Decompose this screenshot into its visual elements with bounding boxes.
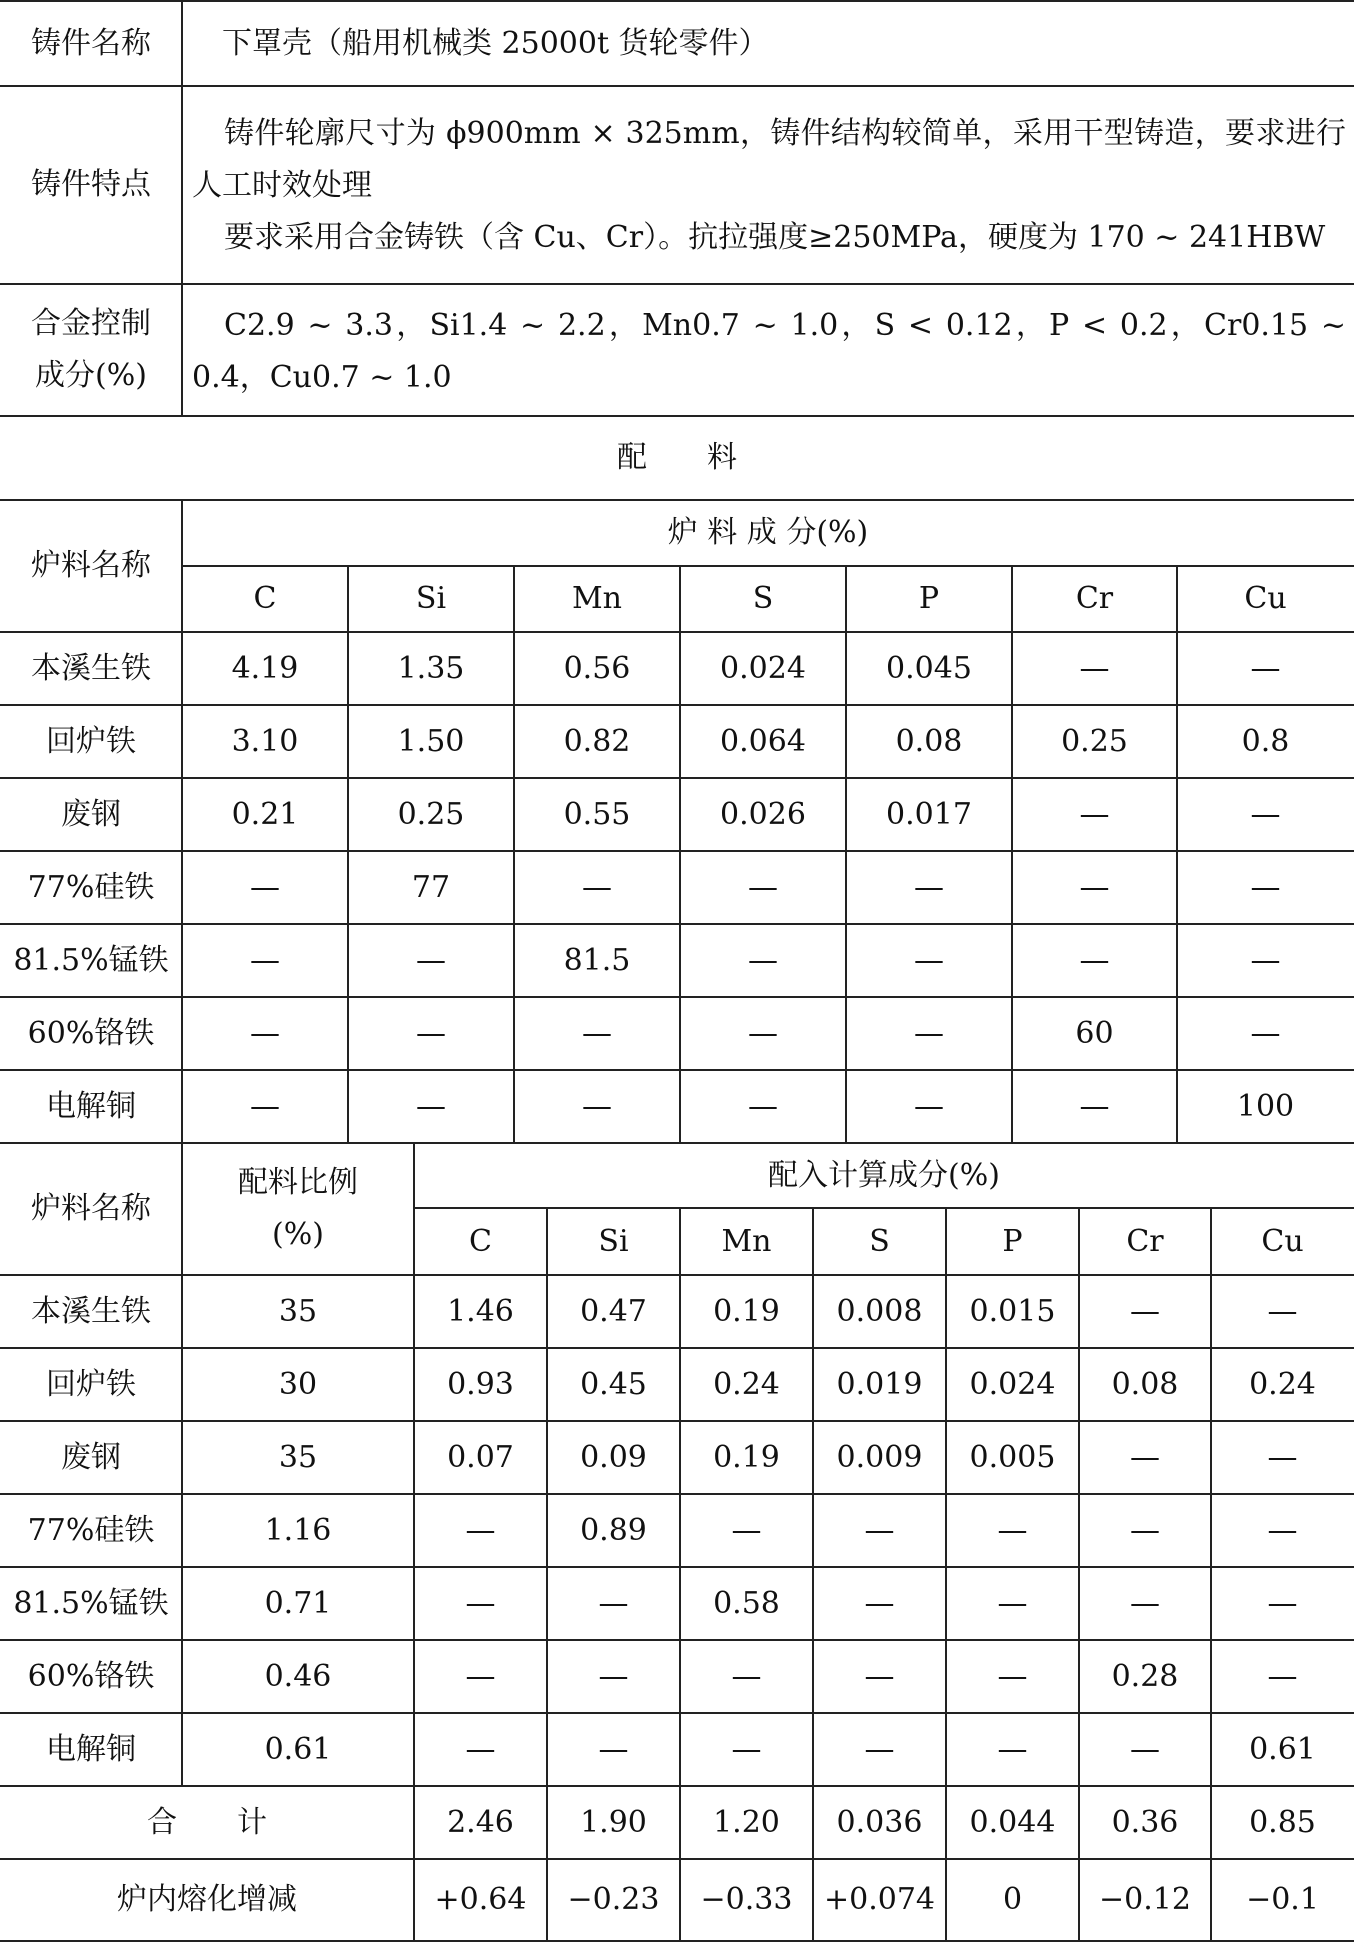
table2-cell: —	[997, 1585, 1028, 1621]
table1-cell: —	[1250, 650, 1281, 686]
table2-cell: —	[997, 1512, 1028, 1548]
table1-cell: —	[582, 1015, 612, 1051]
table2-element-header: C	[469, 1223, 492, 1259]
table2-total-cell: 0.36	[1111, 1804, 1179, 1840]
table2-cell: —	[1130, 1439, 1160, 1475]
table2-cell: —	[731, 1512, 762, 1548]
table2-cell: 0.28	[1111, 1658, 1179, 1694]
table1-row-name: 81.5%锰铁	[13, 942, 169, 978]
table1-cell: —	[748, 1015, 778, 1051]
table1-cell: —	[250, 869, 280, 905]
section-title: 配 料	[617, 440, 737, 475]
table1-cell: —	[748, 1088, 778, 1124]
table1-cell: 4.19	[231, 650, 299, 686]
table1-name-header: 炉料名称	[31, 548, 151, 583]
table2-cell: —	[997, 1731, 1028, 1767]
ratio-header-line-1: 配料比例	[238, 1165, 358, 1200]
table2-total-cell: 1.90	[580, 1804, 647, 1840]
table1-cell: —	[1079, 942, 1110, 978]
table2-row-ratio: 0.61	[264, 1731, 332, 1767]
table2-change-cell: +0.074	[823, 1882, 936, 1917]
feature-line-2: 要求采用合金铸铁（含 Cu、Cr）。抗拉强度≥250MPa，硬度为 170 ~ 241HBW	[224, 220, 1326, 255]
table1-cell: —	[1250, 1015, 1281, 1051]
table1-cell: 0.08	[895, 723, 963, 759]
table1-element-header: Mn	[571, 581, 623, 616]
table1-cell: —	[1079, 1088, 1110, 1124]
table2-total-cell: 0.036	[836, 1804, 923, 1840]
alloy-label-line-2: 成分(%)	[35, 358, 147, 393]
table2-cell: —	[465, 1512, 496, 1548]
table1-cell: —	[250, 942, 280, 978]
table2-total-cell: 0.044	[969, 1804, 1056, 1840]
table1-cell: —	[914, 942, 944, 978]
table2-cell: —	[1130, 1512, 1160, 1548]
table1-cell: —	[1079, 796, 1110, 832]
table2-cell: 0.09	[580, 1439, 647, 1475]
table1-element-header: Cu	[1244, 581, 1287, 616]
table2-total-cell: 1.20	[713, 1804, 780, 1840]
table1-cell: —	[748, 869, 778, 905]
table1-cell: 0.25	[1061, 723, 1128, 759]
table1-cell: 0.026	[720, 796, 806, 832]
table2-cell: —	[1267, 1512, 1298, 1548]
casting-name-label: 铸件名称	[31, 25, 151, 61]
table1-cell: —	[1079, 869, 1110, 905]
casting-feature-text	[192, 108, 1346, 264]
table1-cell: —	[582, 1088, 612, 1124]
table1-cell: 0.024	[720, 650, 806, 686]
table1-element-header: P	[918, 581, 940, 616]
table1-cell: 77	[411, 869, 451, 905]
table2-cell: —	[731, 1731, 762, 1767]
table2-cell: 0.45	[580, 1366, 647, 1402]
table2-cell: 0.07	[447, 1439, 514, 1475]
table1-row-name: 电解铜	[46, 1088, 136, 1124]
table1-element-header: C	[253, 581, 277, 616]
table1-cell: —	[250, 1088, 280, 1124]
table2-row-name: 回炉铁	[46, 1366, 136, 1402]
rule-horizontal	[0, 283, 1354, 285]
table1-cell: 0.045	[886, 650, 972, 686]
table2-cell: 0.61	[1249, 1731, 1316, 1767]
table1-element-header: Si	[415, 581, 447, 616]
table1-element-header: S	[752, 581, 774, 616]
table2-cell: —	[1130, 1293, 1160, 1329]
table2-cell: 0.015	[969, 1293, 1056, 1329]
table2-change-cell: −0.23	[567, 1882, 660, 1917]
table2-element-header: P	[1002, 1223, 1023, 1259]
table1-cell: —	[1079, 650, 1110, 686]
table2-ratio-header	[182, 1143, 414, 1275]
table2-row-ratio: 0.46	[264, 1658, 332, 1694]
table2-row-name: 废钢	[61, 1439, 121, 1475]
table2-cell: —	[1130, 1731, 1160, 1767]
table1-cell: 60	[1075, 1015, 1114, 1051]
table2-cell: —	[864, 1658, 895, 1694]
table2-cell: —	[465, 1658, 496, 1694]
table2-cell: —	[864, 1512, 895, 1548]
table2-cell: 0.24	[713, 1366, 780, 1402]
table2-row-ratio: 30	[278, 1366, 318, 1402]
table1-row-name: 废钢	[61, 796, 121, 832]
alloy-label-line-1: 合金控制	[31, 306, 151, 341]
table2-cell: 0.47	[580, 1293, 647, 1329]
table1-cell: 0.55	[563, 796, 631, 832]
alloy-composition-label	[0, 284, 182, 416]
table1-cell: 0.25	[397, 796, 465, 832]
table2-row-name: 77%硅铁	[27, 1512, 155, 1548]
table2-cell: 0.19	[713, 1293, 780, 1329]
table1-element-header: Cr	[1075, 581, 1114, 616]
table2-cell: —	[1267, 1585, 1298, 1621]
table1-cell: 0.21	[231, 796, 299, 832]
table1-row-name: 本溪生铁	[31, 650, 151, 686]
table2-change-cell: +0.64	[434, 1882, 527, 1917]
table2-element-header: S	[869, 1223, 890, 1259]
table1-cell: —	[914, 869, 944, 905]
table2-total-cell: 0.85	[1249, 1804, 1316, 1840]
table1-cell: 0.56	[563, 650, 631, 686]
table2-cell: —	[731, 1658, 762, 1694]
alloy-value-text: C2.9 ~ 3.3，Si1.4 ~ 2.2，Mn0.7 ~ 1.0，S < 0.12，P < 0.2，Cr0.15 ~ 0.4，Cu0.7 ~ 1.0	[192, 308, 1346, 395]
alloy-composition-value	[192, 300, 1346, 404]
table1-cell: 100	[1236, 1088, 1295, 1124]
table1-cell: 0.017	[886, 796, 972, 832]
table1-cell: —	[416, 1088, 446, 1124]
table2-change-cell: −0.1	[1246, 1882, 1319, 1917]
table2-cell: 0.93	[447, 1366, 514, 1402]
table1-cell: —	[914, 1015, 944, 1051]
feature-line-1: 铸件轮廓尺寸为 ϕ900mm × 325mm，铸件结构较简单，采用干型铸造，要求进行人工时效处理	[192, 116, 1346, 203]
table1-row-name: 回炉铁	[46, 723, 136, 759]
table2-row-ratio: 0.71	[264, 1585, 332, 1621]
table2-change-label: 炉内熔化增减	[117, 1882, 297, 1917]
table2-cell: —	[1267, 1293, 1298, 1329]
table2-element-header: Cr	[1126, 1223, 1164, 1259]
table1-cell: —	[1250, 796, 1281, 832]
table1-cell: 81.5	[563, 942, 631, 978]
table2-cell: —	[864, 1731, 895, 1767]
table2-total-label: 合 计	[147, 1804, 267, 1840]
table2-change-cell: −0.12	[1099, 1882, 1191, 1917]
table1-cell: —	[250, 1015, 280, 1051]
table1-cell: 0.8	[1241, 723, 1290, 759]
table1-cell: —	[914, 1088, 944, 1124]
table2-cell: —	[997, 1658, 1028, 1694]
ratio-header-line-2: (%)	[272, 1217, 324, 1252]
table1-cell: —	[748, 942, 778, 978]
table2-row-ratio: 35	[278, 1439, 318, 1475]
table2-group-header: 配入计算成分(%)	[768, 1157, 1000, 1193]
table2-row-ratio: 1.16	[264, 1512, 332, 1548]
table1-row-name: 77%硅铁	[27, 869, 155, 905]
table2-cell: —	[465, 1585, 496, 1621]
table2-cell: 0.08	[1111, 1366, 1179, 1402]
table2-cell: —	[598, 1658, 629, 1694]
table1-cell: 3.10	[231, 723, 299, 759]
table2-cell: 0.009	[836, 1439, 923, 1475]
table1-cell: 0.064	[720, 723, 806, 759]
table2-element-header: Cu	[1261, 1223, 1304, 1259]
table1-cell: —	[1250, 942, 1281, 978]
table1-group-header: 炉 料 成 分(%)	[667, 515, 869, 550]
table2-total-cell: 2.46	[447, 1804, 514, 1840]
table2-cell: 0.024	[969, 1366, 1056, 1402]
table2-cell: —	[864, 1585, 895, 1621]
table1-cell: —	[416, 942, 446, 978]
casting-name-value: 下罩壳（船用机械类 25000t 货轮零件）	[222, 25, 769, 61]
table2-row-name: 60%铬铁	[27, 1658, 155, 1694]
table1-cell: 0.82	[563, 723, 631, 759]
table2-row-name: 电解铜	[46, 1731, 136, 1767]
table1-cell: —	[582, 869, 612, 905]
table2-cell: 0.19	[713, 1439, 780, 1475]
table2-cell: 0.89	[580, 1512, 647, 1548]
table2-cell: 0.005	[969, 1439, 1056, 1475]
table2-cell: 1.46	[447, 1293, 514, 1329]
table2-row-name: 本溪生铁	[31, 1293, 151, 1329]
table2-row-name: 81.5%锰铁	[13, 1585, 169, 1621]
table1-row-name: 60%铬铁	[27, 1015, 155, 1051]
table2-cell: —	[1267, 1658, 1298, 1694]
table1-cell: —	[416, 1015, 446, 1051]
table2-change-cell: 0	[1002, 1882, 1023, 1917]
table2-cell: —	[1130, 1585, 1160, 1621]
table2-cell: 0.24	[1249, 1366, 1316, 1402]
table1-cell: —	[1250, 869, 1281, 905]
table1-cell: 1.50	[397, 723, 465, 759]
table2-cell: 0.58	[713, 1585, 780, 1621]
table2-cell: —	[1267, 1439, 1298, 1475]
table2-cell: —	[598, 1731, 629, 1767]
table1-cell: 1.35	[397, 650, 465, 686]
casting-feature-label: 铸件特点	[31, 167, 151, 202]
table2-cell: —	[465, 1731, 496, 1767]
table2-change-cell: −0.33	[700, 1882, 793, 1917]
table2-name-header: 炉料名称	[31, 1191, 151, 1226]
table2-cell: —	[598, 1585, 629, 1621]
table2-cell: 0.008	[836, 1293, 923, 1329]
table2-element-header: Si	[598, 1223, 629, 1259]
table2-cell: 0.019	[836, 1366, 923, 1402]
table2-element-header: Mn	[721, 1223, 772, 1259]
table2-row-ratio: 35	[278, 1293, 318, 1329]
